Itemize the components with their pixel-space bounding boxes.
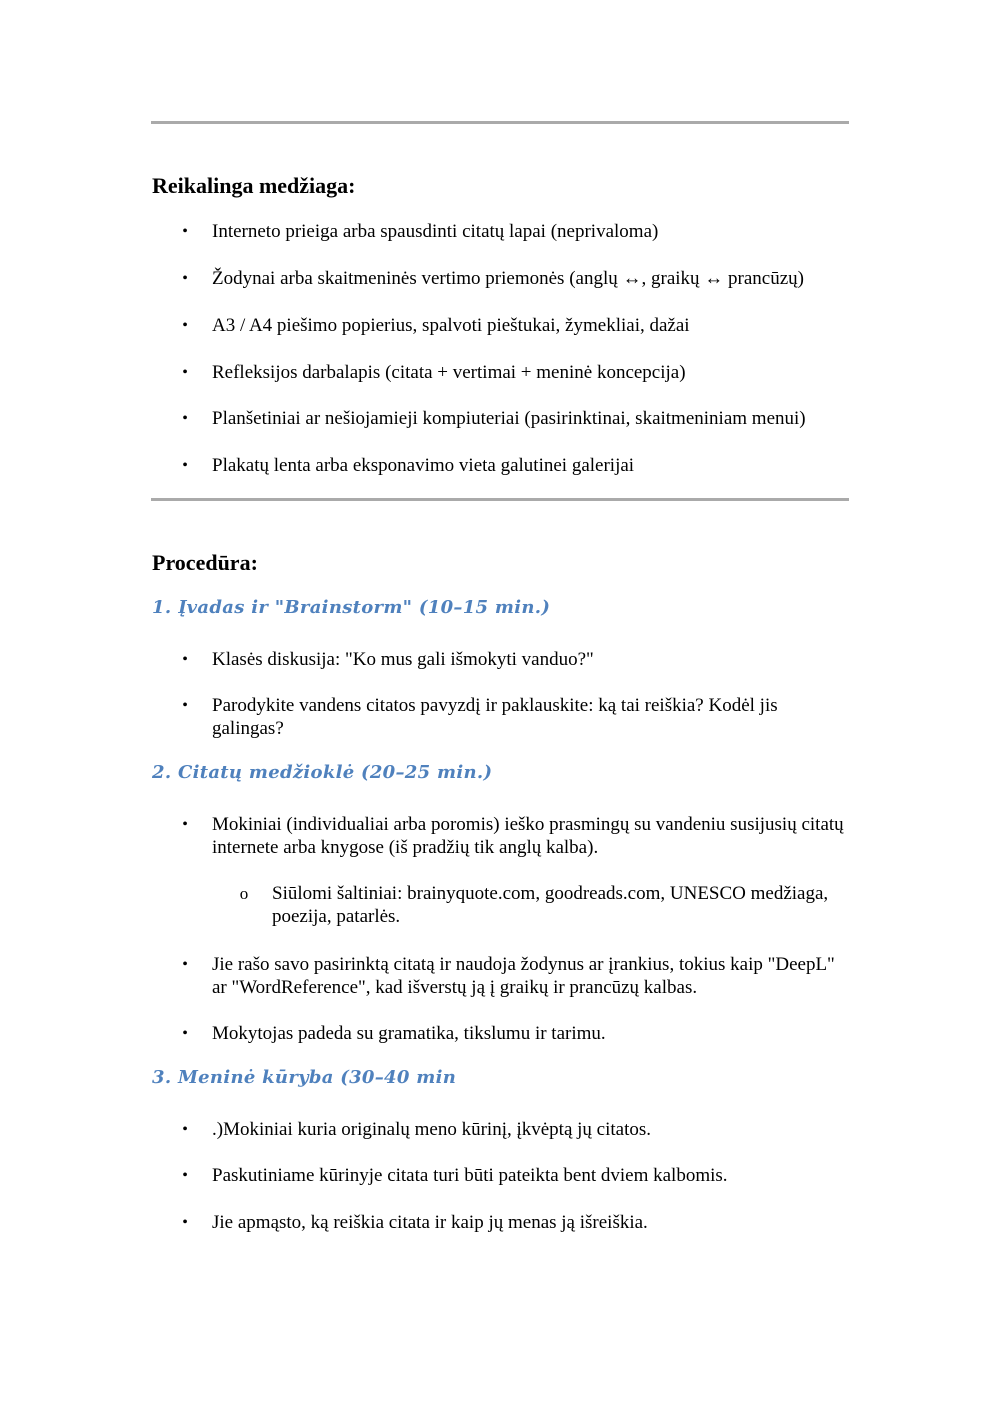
list-item-text: Žodynai arba skaitmeninės vertimo priemonės (anglų ↔, graikų ↔ prancūzų): [212, 268, 804, 289]
bullet-icon: •: [182, 317, 188, 334]
step-2-list-item: [182, 953, 852, 999]
materials-list-item: [182, 220, 852, 243]
bullet-icon: •: [182, 270, 188, 287]
list-item-text: Paskutiniame kūrinyje citata turi būti pateikta bent dviem kalbomis.: [212, 1165, 728, 1186]
bullet-icon: •: [182, 1214, 188, 1231]
list-item-text: .)Mokiniai kuria originalų meno kūrinį, įkvėptą jų citatos.: [212, 1119, 652, 1140]
list-item-text: Planšetiniai ar nešiojamieji kompiuteriai (pasirinktinai, skaitmeniniam menui): [212, 408, 806, 429]
bullet-icon: •: [182, 697, 188, 714]
materials-list-item: [182, 361, 852, 384]
procedure-heading: Procedūra:: [152, 550, 258, 575]
step-3-list-item: [182, 1164, 852, 1187]
list-item-text: Mokytojas padeda su gramatika, tikslumu ir tarimu.: [212, 1023, 606, 1044]
list-item-text: Refleksijos darbalapis (citata + vertimai + meninė koncepcija): [212, 362, 686, 383]
step-2-list-item: [182, 813, 852, 859]
step-1-list-item: [182, 648, 852, 671]
materials-list-item: [182, 314, 852, 337]
list-item-text: Parodykite vandens citatos pavyzdį ir paklauskite: ką tai reiškia? Kodėl jis galingas?: [212, 695, 778, 739]
bullet-icon: •: [182, 364, 188, 381]
bullet-icon: •: [182, 410, 188, 427]
list-item-text: Klasės diskusija: "Ko mus gali išmokyti vanduo?": [212, 649, 594, 670]
step-2-list-item: [182, 1022, 852, 1045]
bullet-icon: •: [182, 651, 188, 668]
materials-heading: Reikalinga medžiaga:: [152, 173, 356, 198]
step-1-list-item: [182, 694, 852, 740]
step-1-title: 1. Įvadas ir "Brainstorm" (10–15 min.): [152, 597, 551, 618]
bullet-icon: •: [182, 816, 188, 833]
bullet-icon: •: [182, 457, 188, 474]
bullet-icon: •: [182, 1025, 188, 1042]
step-3-list-item: [182, 1118, 852, 1141]
list-item-text: Mokiniai (individualiai arba poromis) ieško prasmingų su vandeniu susijusių citatų internete arba knygose (iš pradžių tik anglų kalba).: [212, 814, 844, 858]
list-item-text: Jie apmąsto, ką reiškia citata ir kaip jų menas ją išreiškia.: [212, 1212, 648, 1233]
list-item-text: Jie rašo savo pasirinktą citatą ir naudoja žodynus ar įrankius, tokius kaip "DeepL" ar "WordReference", kad išverstų ją į graikų ir prancūzų kalbas.: [212, 954, 835, 998]
horizontal-rule-top: [151, 121, 849, 124]
circle-bullet-icon: o: [239, 884, 249, 903]
bullet-icon: •: [182, 956, 188, 973]
step-3-list-item: [182, 1211, 852, 1234]
materials-list-item: [182, 407, 852, 430]
bullet-icon: •: [182, 223, 188, 240]
horizontal-rule-middle: [151, 498, 849, 501]
step-2-sub-list-item: [239, 882, 832, 928]
list-item-text: Plakatų lenta arba eksponavimo vieta galutinei galerijai: [212, 455, 635, 476]
list-item-text: A3 / A4 piešimo popierius, spalvoti pieštukai, žymekliai, dažai: [212, 315, 690, 336]
bullet-icon: •: [182, 1121, 188, 1138]
sub-list-item-text: Siūlomi šaltiniai: brainyquote.com, goodreads.com, UNESCO medžiaga, poezija, patarlės.: [272, 883, 829, 927]
step-2-title: 2. Citatų medžioklė (20–25 min.): [152, 762, 493, 783]
step-3-title: 3. Meninė kūryba (30–40 min: [152, 1067, 457, 1088]
materials-list-item: [182, 267, 852, 290]
list-item-text: Interneto prieiga arba spausdinti citatų lapai (neprivaloma): [212, 221, 659, 242]
bullet-icon: •: [182, 1167, 188, 1184]
materials-list-item: [182, 454, 852, 477]
